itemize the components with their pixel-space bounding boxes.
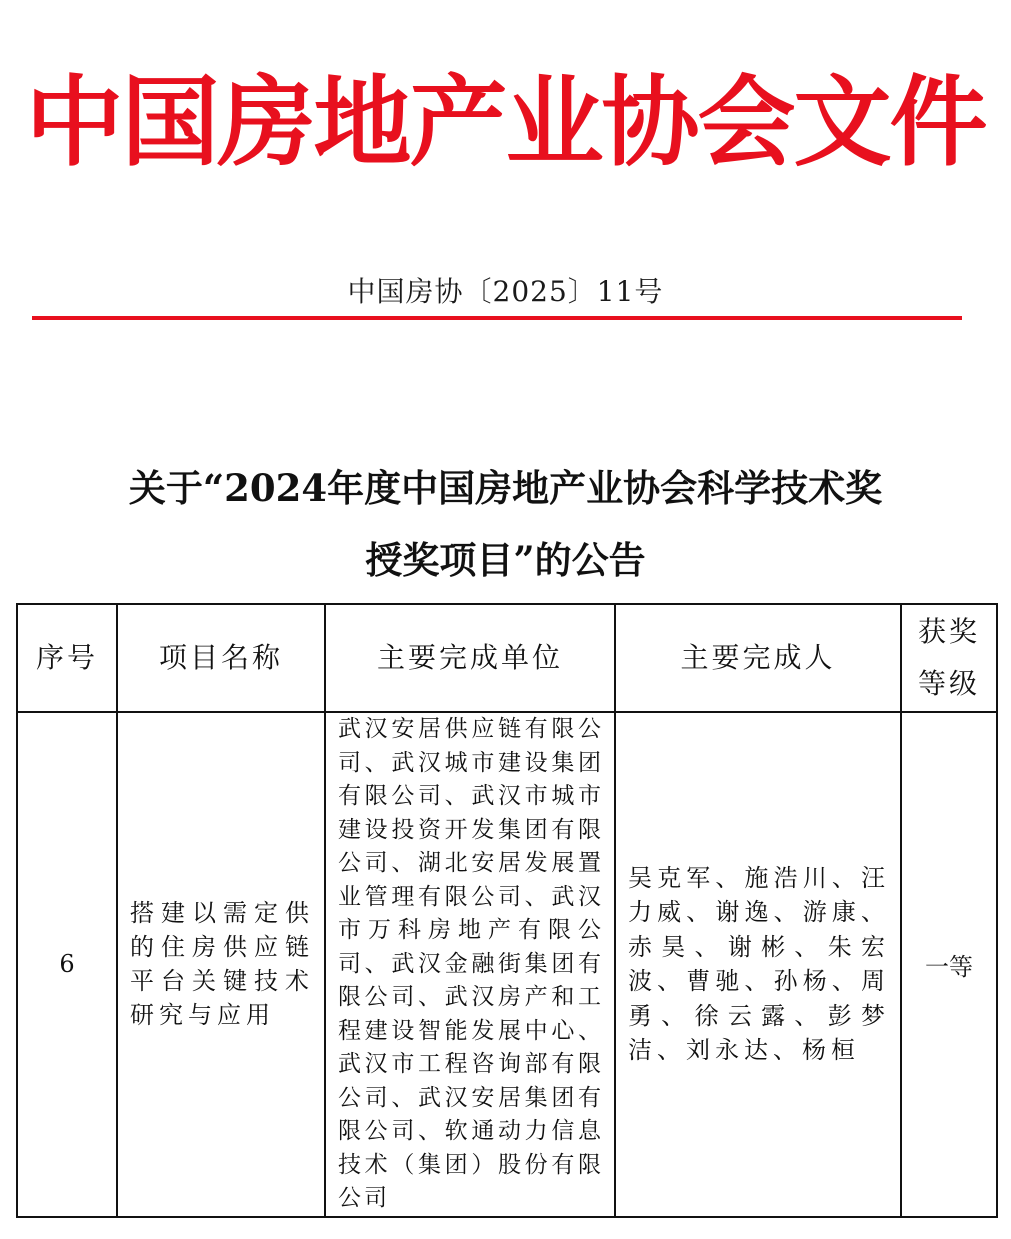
award-table bbox=[16, 603, 998, 1218]
announcement-title-line-2: 授奖项目”的公告 bbox=[365, 538, 646, 582]
red-divider-line bbox=[32, 316, 962, 320]
header-grade bbox=[901, 604, 997, 712]
cell-people: 吴克军、施浩川、汪力威、谢逸、游康、赤昊、谢彬、朱宏波、曹驰、孙杨、周勇、徐云露、彭梦洁、刘永达、杨桓 bbox=[615, 712, 901, 1217]
table-row bbox=[17, 712, 997, 1217]
org-masthead-title: 中国房地产业协会文件 bbox=[25, 65, 986, 180]
header-no: 序号 bbox=[17, 604, 117, 712]
cell-project-name: 搭建以需定供的住房供应链平台关键技术研究与应用 bbox=[117, 712, 325, 1217]
header-grade-line-2: 等级 bbox=[917, 667, 980, 700]
header-units: 主要完成单位 bbox=[325, 604, 615, 712]
cell-grade: 一等 bbox=[901, 712, 997, 1217]
header-project-name: 项目名称 bbox=[117, 604, 325, 712]
table-header-row bbox=[17, 604, 997, 712]
cell-units: 武汉安居供应链有限公司、武汉城市建设集团有限公司、武汉市城市建设投资开发集团有限公司、湖北安居发展置业管理有限公司、武汉市万科房地产有限公司、武汉金融街集团有限公司、武汉房产和工程建设智能发展中心、武汉市工程咨询部有限公司、武汉安居集团有限公司、软通动力信息技术（集团）股份有限公司 bbox=[325, 712, 615, 1217]
announcement-title-line-1: 关于“2024年度中国房地产业协会科学技术奖 bbox=[128, 466, 883, 510]
header-people: 主要完成人 bbox=[615, 604, 901, 712]
cell-no: 6 bbox=[17, 712, 117, 1217]
document-number: 中国房协〔2025〕11号 bbox=[347, 275, 664, 308]
header-grade-line-1: 获奖 bbox=[917, 615, 980, 648]
